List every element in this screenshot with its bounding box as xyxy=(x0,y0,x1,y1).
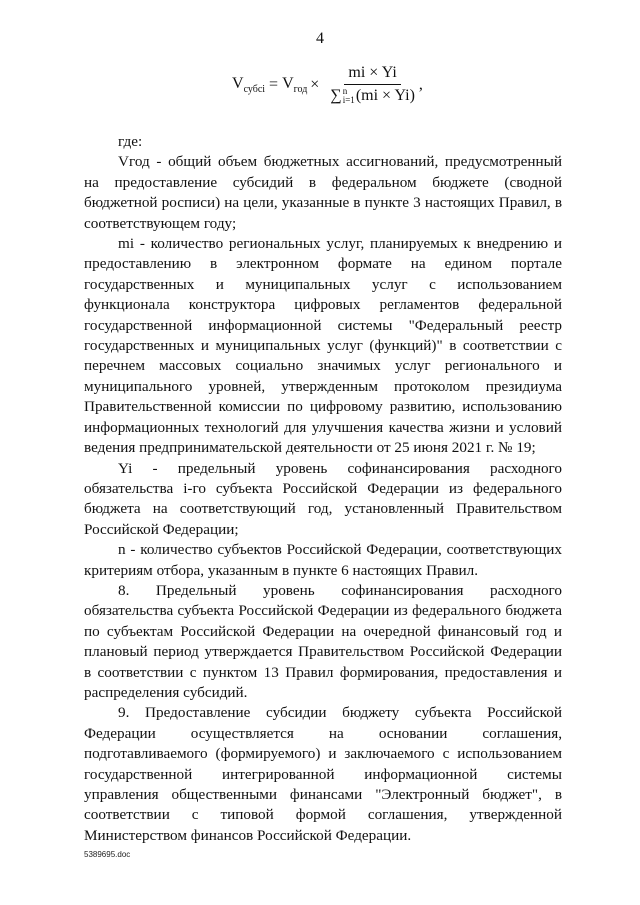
definition-v-year xyxy=(84,152,562,234)
formula-denominator: ∑ n i=1 (mi × Yi) xyxy=(330,86,415,106)
definition-text: - предельный уровень софинансирования расходного обязательства i-го субъекта Российской Федерации из федерального бюджета на соответствующий год, установленный Правительством Российской Федерации; xyxy=(84,459,562,538)
document-code: 5389695.doc xyxy=(84,850,131,859)
formula-times: × xyxy=(310,75,320,93)
definition-symbol: Yi xyxy=(118,459,133,477)
formula-v-year: $V_{год}$ xyxy=(282,74,308,95)
definition-n xyxy=(84,540,562,581)
definition-m xyxy=(84,234,562,458)
definition-text: - количество субъектов Российской Федерации, соответствующих критериям отбора, указанным в пункте 6 настоящих Правил. xyxy=(84,541,562,579)
formula-fraction xyxy=(326,64,419,105)
formula-trailing-comma: , xyxy=(418,75,423,93)
subsidy-formula xyxy=(232,64,423,105)
definition-y xyxy=(84,459,562,541)
definition-symbol: mi xyxy=(118,235,135,253)
definition-text: - общий объем бюджетных ассигнований, предусмотренный на предоставление субсидий в федеральном бюджете (сводной бюджетной росписи) на цели, указанные в пункте 3 настоящих Правил, в соответствующем году; xyxy=(84,153,562,232)
document-body xyxy=(84,132,562,846)
paragraph-8: 8. Предельный уровень софинансирования расходного обязательства субъекта Российской Федерации из федерального бюджета по субъектам Российской Федерации на очередной финансовый год и плановый период утверждается Правительством Российской Федерации в соответствии с пунктом 13 Правил формирования, предоставления и распределения субсидий. xyxy=(84,581,562,701)
where-label: где: xyxy=(118,133,143,150)
formula-lhs: $V_{субсi}$ xyxy=(232,74,266,95)
definition-symbol: Vгод xyxy=(118,153,150,171)
formula-equals: = xyxy=(269,75,279,93)
page-number: 4 xyxy=(316,30,324,47)
paragraph-9: 9. Предоставление субсидии бюджету субъекта Российской Федерации осуществляется на основании соглашения, подготавливаемого (формируемого) и заключаемого с использованием государственной интегрированной информационной системы управления общественными финансами "Электронный бюджет", в соответствии с типовой формой соглашения, утвержденной Министерством финансов Российской Федерации. xyxy=(84,704,562,844)
definition-text: - количество региональных услуг, планируемых к внедрению и предоставлению в электронном формате на едином портале государственных и муниципальных услуг с использованием функционала конструктора цифровых регламентов федеральной государственной информационной системы "Федеральный реестр государственных и муниципальных услуг (функций)" в соответствии с перечнем массовых социально значимых услуг регионального и муниципального уровней, утвержденным протоколом президиума Правительственной комиссии по цифровому развитию, использованию информационных технологий для улучшения качества жизни и условий ведения предпринимательской деятельности от 25 июня 2021 г. № 19; xyxy=(84,235,562,457)
formula-numerator: mi × Yi xyxy=(344,64,400,85)
definition-symbol: n xyxy=(118,541,126,559)
